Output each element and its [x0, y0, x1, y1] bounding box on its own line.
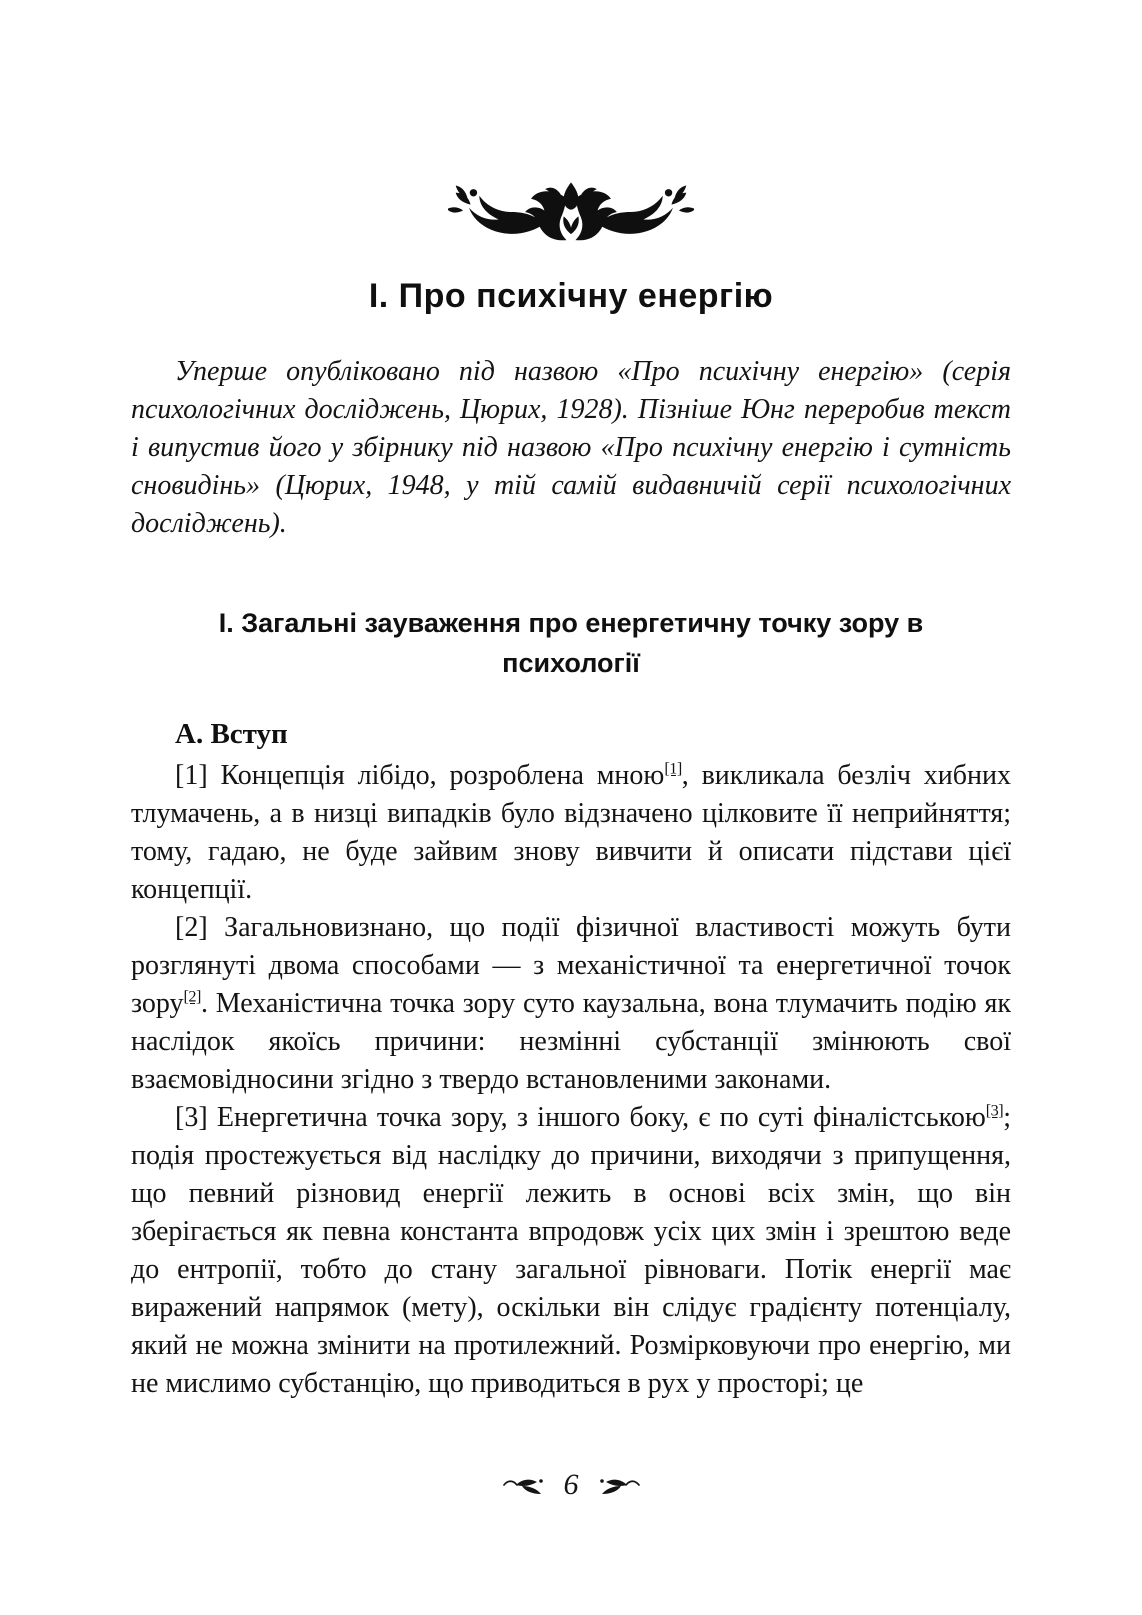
chapter-title: І. Про психічну енергію — [368, 277, 774, 315]
paragraph-text: [1] Концепція лібідо, розроблена мною — [175, 760, 665, 791]
leaf-flourish-right-icon — [595, 1476, 641, 1494]
floral-flourish-icon — [448, 178, 694, 246]
footnote-ref-2[interactable]: [2] — [183, 987, 201, 1006]
paragraph-text: ; подія простежується від наслідку до причини, виходячи з припущення, що певний різновид енергії лежить в основі всіх змін, що він зберігається як певна константа впродовж усіх цих змін і зрештою веде до ентропії, тобто до стану загальної рівноваги. Потік енергії має виражений напрямок (мету), оскільки він слідує градієнту потенціалу, який не можна змінити на протилежний. Розмірковуючи про енергію, ми не мислимо субстанцію, що приводиться в рух у просторі; це — [131, 1102, 1011, 1399]
page-footer — [0, 1468, 1142, 1502]
section-heading: І. Загальні зауваження про енергетичну точку зору в психології — [218, 608, 924, 678]
publication-note: Уперше опубліковано під назвою «Про психічну енергію» (серія психологічних досліджень, Цюрих, 1928). Пізніше Юнг переробив текст і випустив його у збірнику під назвою «Про психічну енергію і сутність сновидінь» (Цюрих, 1948, у тій самій видавничій серії психологічних досліджень). — [131, 356, 1011, 539]
leaf-flourish-left-icon — [502, 1476, 548, 1494]
paragraph-2 — [131, 909, 1011, 1099]
paragraph-text: [2] Загальновизнано, що події фізичної властивості можуть бути розглянуті двома способами — з механістичної та енергетичної точок зору — [131, 912, 1011, 1019]
footnote-ref-3[interactable]: [3] — [985, 1101, 1004, 1120]
page-number: 6 — [563, 1468, 579, 1501]
body-text-column — [131, 757, 1011, 1403]
subsection-heading: А. Вступ — [175, 718, 288, 750]
paragraph-text: , викликала безліч хибних тлумачень, а в низці випадків було відзначено цілковите її неприйняття; тому, гадаю, не буде зайвим знову вивчити й описати підстави цієї концепції. — [131, 760, 1011, 905]
paragraph-1 — [131, 757, 1011, 909]
paragraph-3 — [131, 1099, 1011, 1403]
paragraph-text: . Механістична точка зору суто каузальна, вона тлумачить подію як наслідок якоїсь причини: незмінні субстанції змінюють свої взаємовідносини згідно з твердо встановленими законами. — [131, 988, 1011, 1095]
paragraph-text: [3] Енергетична точка зору, з іншого боку, є по суті фіналістською — [175, 1102, 986, 1133]
header-ornament-container — [0, 0, 1142, 251]
footnote-ref-1[interactable]: [1] — [664, 759, 682, 778]
